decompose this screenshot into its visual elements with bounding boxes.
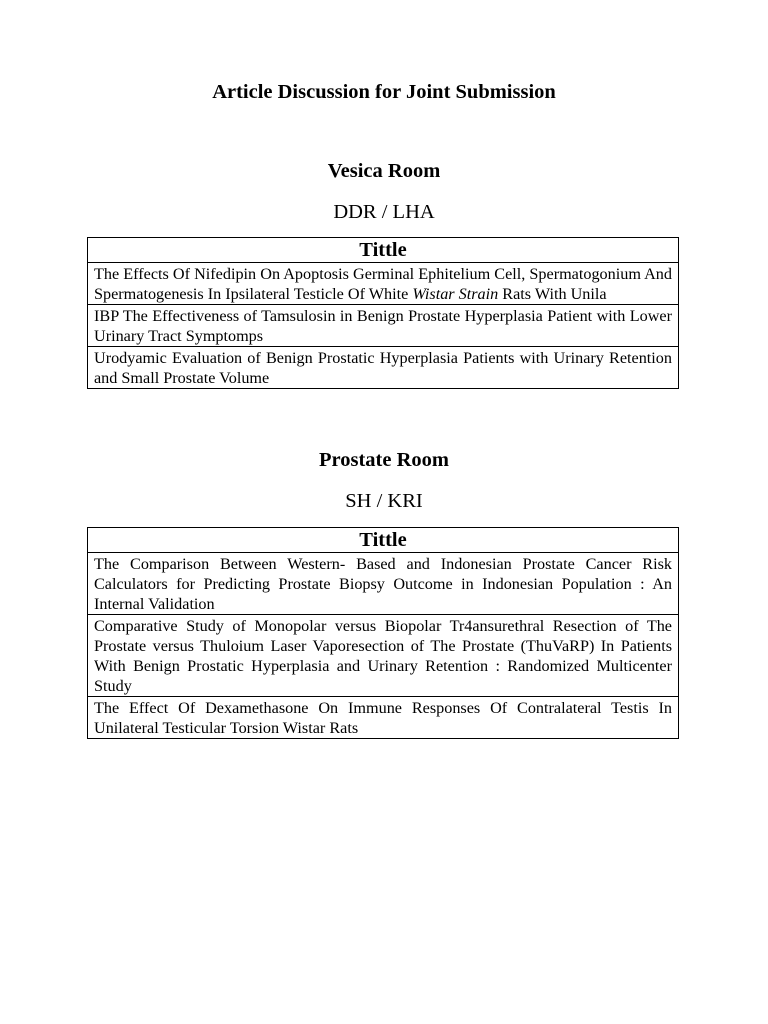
paper-title-text: The Comparison Between Western- Based and Indonesian Prostate Cancer Risk Calculators for Predicting Prostate Biopsy Outcome in Indonesian Population : An Internal Validation bbox=[94, 555, 672, 613]
paper-table-vesica bbox=[87, 237, 679, 389]
table-header-title: Tittle bbox=[88, 238, 679, 263]
table-header-title: Tittle bbox=[88, 528, 679, 553]
table-row bbox=[88, 263, 679, 305]
paper-title-cell bbox=[88, 615, 679, 697]
table-row bbox=[88, 347, 679, 389]
paper-title-italic-text: Wistar Strain bbox=[412, 285, 499, 303]
paper-title-text: Comparative Study of Monopolar versus Biopolar Tr4ansurethral Resection of The Prostate versus Thuloium Laser Vaporesection of The Prostate (ThuVaRP) In Patients With Benign Prostatic Hyperplasia and Urinary Retention : Randomized Multicenter Study bbox=[94, 617, 672, 695]
table-row bbox=[88, 305, 679, 347]
paper-title-cell bbox=[88, 305, 679, 347]
paper-table-prostate bbox=[87, 527, 679, 739]
paper-title-cell bbox=[88, 553, 679, 615]
paper-title-cell bbox=[88, 347, 679, 389]
room-moderators-prostate: SH / KRI bbox=[345, 490, 423, 512]
table-row bbox=[88, 553, 679, 615]
room-heading-vesica: Vesica Room bbox=[327, 160, 441, 182]
table-header-row bbox=[88, 238, 679, 263]
paper-title-text: The Effects Of Nifedipin On Apoptosis Germinal Ephitelium Cell, Spermatogonium And Spermatogenesis In Ipsilateral Testicle Of White bbox=[94, 265, 672, 303]
table-row bbox=[88, 697, 679, 739]
table-row bbox=[88, 615, 679, 697]
paper-title-cell bbox=[88, 697, 679, 739]
paper-title-text-end: Rats With Unila bbox=[498, 285, 607, 303]
room-heading-prostate: Prostate Room bbox=[319, 449, 449, 471]
paper-title-text: IBP The Effectiveness of Tamsulosin in Benign Prostate Hyperplasia Patient with Lower Urinary Tract Symptomps bbox=[94, 307, 672, 345]
paper-title-cell bbox=[88, 263, 679, 305]
table-header-row bbox=[88, 528, 679, 553]
document-title: Article Discussion for Joint Submission bbox=[212, 81, 556, 103]
paper-title-text: The Effect Of Dexamethasone On Immune Responses Of Contralateral Testis In Unilateral Testicular Torsion Wistar Rats bbox=[94, 699, 672, 737]
room-moderators-vesica: DDR / LHA bbox=[333, 201, 435, 223]
paper-title-text: Urodyamic Evaluation of Benign Prostatic Hyperplasia Patients with Urinary Retention and Small Prostate Volume bbox=[94, 349, 672, 387]
